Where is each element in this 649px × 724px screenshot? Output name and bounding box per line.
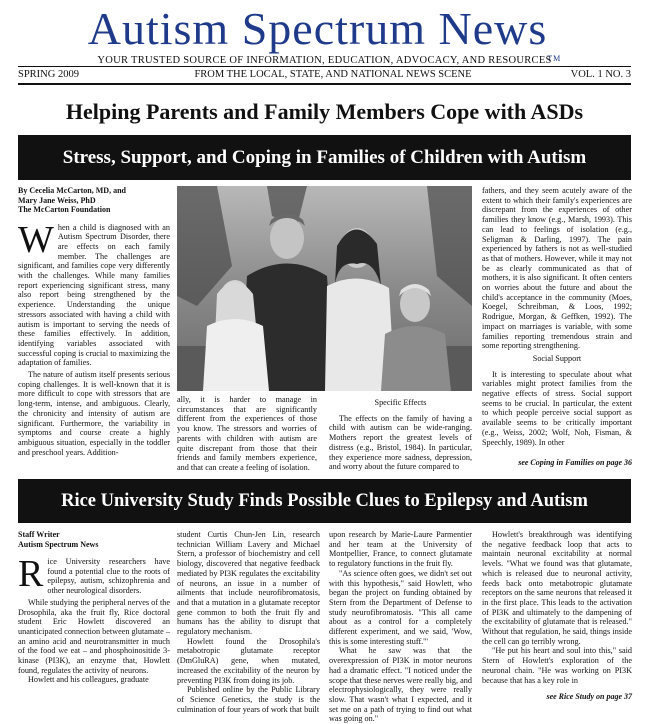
paragraph: ally, it is harder to manage in circumstances that are significantly different from the experiences of those you know. The stressors and worries of parents with children with autism are quite discrepant from those that their friends and family members experience, and that can create a feeling of isolation.: [177, 395, 317, 472]
article1-column-2: [177, 395, 317, 472]
paragraph: Howlett found the Drosophila's metabotropic glutamate receptor (DmGluRA) gene, when mutated, increased the excitability of the neuron by preventing PI3K from doing its job.: [177, 636, 320, 685]
paragraph: What he saw was that the overexpression of PI3K in motor neurons had a dramatic effect. "I noticed under the scope that these nerves were really big, and electrophysiologically, they were really slow. That wasn't what I expected, and it set me on a path of trying to find out what was going on.": [329, 646, 472, 724]
paragraph: hen a child is diagnosed with an Autism Spectrum Disorder, there are effects on each family member. The challenges are significant, and families cope very differently with the challenges. While many families report experiencing significant stress, many also report being strengthened by the experience. Understanding the unique stressors associated with having a child with autism is important to serving the needs of these families effectively. In addition, identifying variables associated with successful coping is crucial to maximizing the adaptation of families.: [18, 222, 170, 368]
drop-cap: R: [18, 553, 44, 595]
article2-column-3: [329, 530, 472, 724]
family-photo: [177, 186, 472, 391]
scope-line: FROM THE LOCAL, STATE, AND NATIONAL NEWS SCENE: [194, 69, 472, 80]
article1-continued-link[interactable]: see Coping in Families on page 36: [518, 458, 632, 467]
article2-column-4: [482, 530, 632, 690]
rule-bottom: [18, 83, 631, 85]
article2-column-1: [18, 530, 170, 704]
family-photo-image: [177, 186, 472, 391]
article1-column-4: [482, 186, 632, 459]
paragraph: fathers, and they seem acutely aware of the extent to which their family's experiences are discrepant from the experiences of other families they know (e.g., Marsh, 1993). This can lead to feelings of isolation (e.g., Seligman & Darling, 1997). The pain experienced by fathers is not as well-studied as that of mothers. However, while it may not be as clearly communicated as that of mothers, it is also significant. It often centers on worries about the future and about the child's acceptance in the community (Moes, Koegel, Schreibman, & Loos, 1992; Rodrigue, Morgan, & Geffken, 1992). The impact on marriages is variable, with some families reporting tremendous strain and some reporting strengthening.: [482, 186, 632, 351]
drop-cap: W: [18, 218, 54, 261]
paragraph: The effects on the family of having a child with autism can be wide-ranging. Mothers report the greatest levels of distress (e.g., Bristol, 1984). In particular, they experience more sadness, depression, and worry about the future compared to: [329, 413, 472, 472]
paragraph: Howlett and his colleagues, graduate: [28, 675, 149, 685]
article1-title: Stress, Support, and Coping in Families of Children with Autism: [18, 135, 631, 180]
paragraph: ice University researchers have found a potential clue to the roots of epilepsy, autism, schizophrenia and other neurological disorders.: [47, 557, 170, 596]
article1-column-3: [329, 395, 472, 472]
paragraph: Howlett's breakthrough was identifying the negative feedback loop that acts to maintain neuronal excitability at normal levels. "What we found was that glutamate, which is released due to neuronal activity, feeds back onto metabotropic glutamate receptors on the same neurons that released it in the first place. This leads to the activation of PI3K and ultimately to the dampening of the excitability of glutamate that is released." Without that regulation, he said, things inside the cell can go terribly wrong.: [482, 530, 632, 646]
paragraph: "He put his heart and soul into this," said Stern of Howlett's exploration of the neuronal chain. "He was working on PI3K because that has a key role in: [482, 646, 632, 685]
byline-line: Staff Writer: [18, 530, 60, 539]
tagline: YOUR TRUSTED SOURCE OF INFORMATION, EDUCATION, ADVOCACY, AND RESOURCES: [97, 55, 552, 66]
article2-column-2: [177, 530, 320, 714]
trademark: TM: [547, 54, 562, 63]
byline-line: The McCarton Foundation: [18, 205, 111, 214]
paragraph: The nature of autism itself presents serious coping challenges. It is well-known that it is more difficult to cope with stressors that are long-term, intense, and ambiguous. Clearly, the chronicity and intensity of autism are significant. Furthermore, the variability in symptoms and course create a highly ambiguous situation, especially in the toddler and preschool years. Addition-: [18, 370, 170, 457]
article1-column-1: [18, 186, 170, 468]
newspaper-title: Autism Spectrum News™: [87, 3, 562, 63]
article1-byline: [18, 186, 170, 215]
page-headline: Helping Parents and Family Members Cope with ASDs: [65, 99, 584, 124]
masthead: [0, 0, 649, 92]
article2-title: Rice University Study Finds Possible Clues to Epilepsy and Autism: [18, 479, 631, 523]
paragraph: upon research by Marie-Laure Parmentier and her team at the University of Montpellier, France, to connect glutamate to regulatory functions in the fruit fly.: [329, 530, 472, 569]
byline-line: Mary Jane Weiss, PhD: [18, 195, 96, 205]
rule-top: [18, 66, 631, 67]
paragraph: While studying the peripheral nerves of the Drosophila, aka the fruit fly, Rice doctoral student Eric Howlett discovered an unanticipated connection between glutamate – an amino acid and neurotransmitter in much of the food we eat – and phosphoinositide 3-kinase (PI3K), an enzyme that, Howlett found, regulates the activity of neurons.: [18, 597, 170, 675]
paragraph: Published online by the Public Library of Science Genetics, the study is the culmination of four years of work that built: [177, 685, 320, 714]
article2-byline: [18, 530, 170, 549]
paragraph: It is interesting to speculate about what variables might protect families from the negative effects of stress. Social support seems to be crucial. In particular, the extent to which people perceive social support as available seems to be critically important (e.g., Weiss, 2002; Wolf, Noh, Fisman, & Speechly, 1989). In other: [482, 369, 632, 447]
paragraph: "As science often goes, we didn't set out with this hypothesis," said Howlett, who began the project on funding obtained by Stern from the Department of Defense to study neurofibromatosis. "This all came about as a control for a completely different experiment, and we said, 'Wow, this is some interesting stuff.'": [329, 568, 472, 646]
subheading: Specific Effects: [374, 398, 427, 407]
issue-season: SPRING 2009: [18, 69, 79, 80]
paragraph: student Curtis Chun-Jen Lin, research technician William Lavery and Michael Stern, a professor of biochemistry and cell biology, discovered that negative feedback mediated by PI3K regulates the excitability of neurons, an issue in a number of ailments that include neurofibromatosis, and that a mutation in a glutamate receptor gene common to both the fruit fly and humans has the ability to disrupt that regulatory mechanism.: [177, 530, 320, 637]
volume-number: VOL. 1 NO. 3: [570, 69, 631, 80]
subheading: Social Support: [532, 353, 582, 363]
byline-line: By Cecelia McCarton, MD, and: [18, 186, 126, 195]
byline-line: Autism Spectrum News: [18, 539, 99, 549]
article2-continued-link[interactable]: see Rice Study on page 37: [546, 692, 632, 701]
